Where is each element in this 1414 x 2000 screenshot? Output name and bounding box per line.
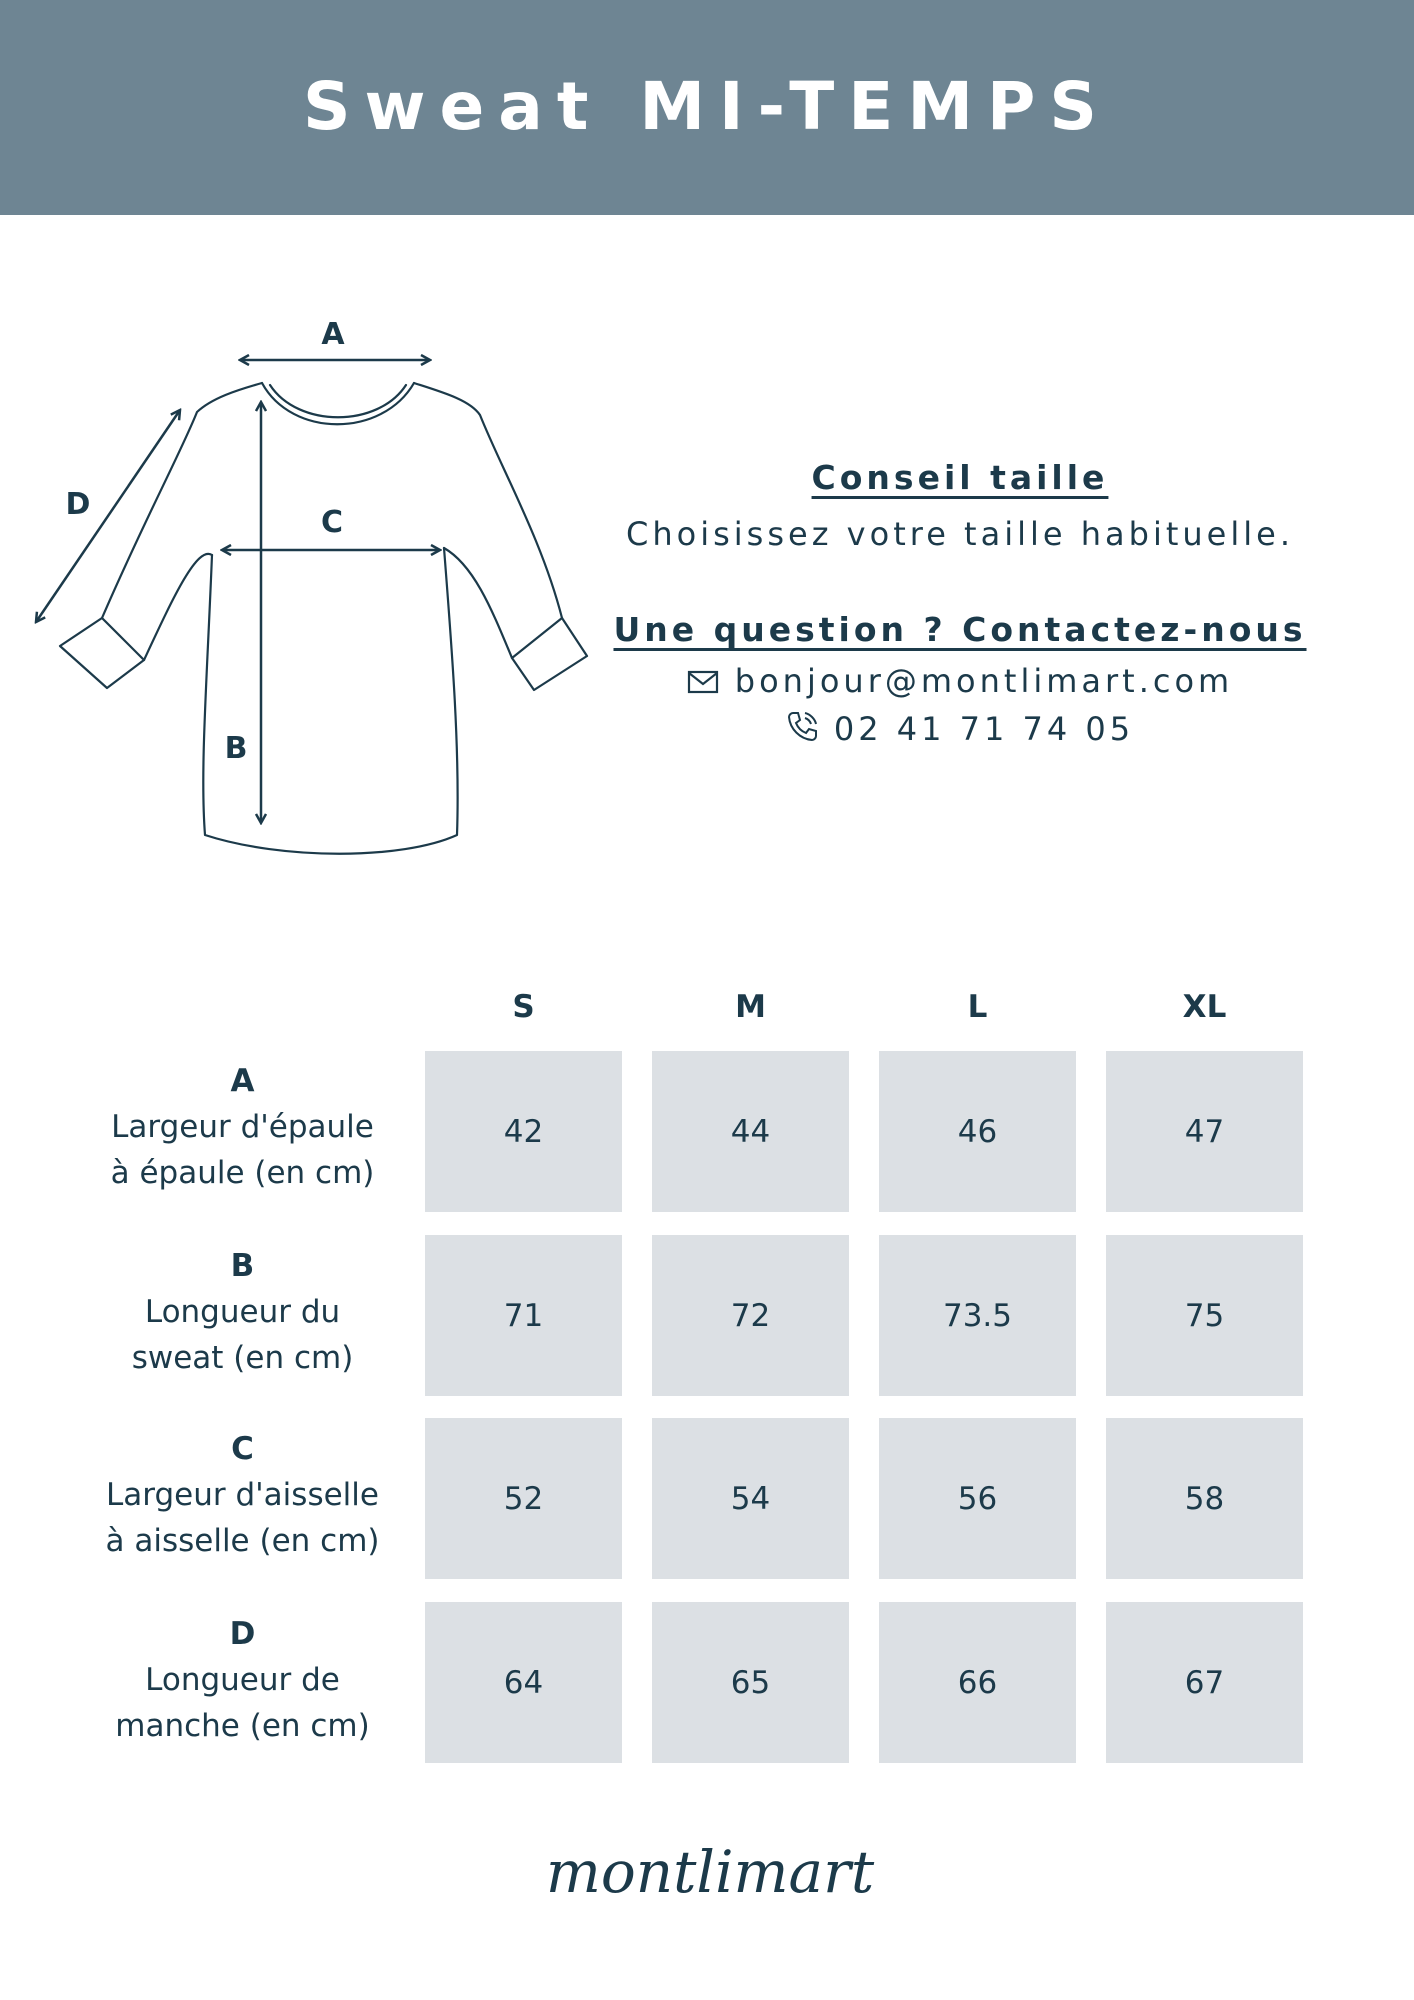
- contact-title: Une question ? Contactez-nous: [613, 610, 1307, 649]
- row-desc: Longueur de: [145, 1662, 340, 1698]
- row-label-a: [75, 1058, 410, 1196]
- size-cell: 71: [425, 1235, 622, 1396]
- size-header-xl: XL: [1182, 989, 1227, 1025]
- diagram-label-c: C: [320, 505, 344, 540]
- row-letter: B: [230, 1248, 255, 1284]
- size-header-m: M: [735, 989, 766, 1025]
- size-cell: 56: [879, 1418, 1076, 1579]
- size-cell: 64: [425, 1602, 622, 1763]
- row-letter: C: [231, 1431, 254, 1467]
- size-cell: 44: [652, 1051, 849, 1212]
- advice-title: Conseil taille: [811, 458, 1109, 497]
- row-desc: Largeur d'aisselle: [106, 1477, 379, 1513]
- diagram-label-d: D: [65, 487, 91, 522]
- contact-email[interactable]: bonjour@montlimart.com: [734, 662, 1234, 700]
- row-label-c: [75, 1426, 410, 1564]
- size-cell: 66: [879, 1602, 1076, 1763]
- size-cell: 75: [1106, 1235, 1303, 1396]
- brand-logo: [520, 1830, 900, 1920]
- size-header-l: L: [967, 989, 988, 1025]
- diagram-label-b: B: [224, 731, 248, 766]
- advice-text: Choisissez votre taille habituelle.: [626, 515, 1294, 553]
- size-cell: 58: [1106, 1418, 1303, 1579]
- title-banner: [0, 0, 1414, 215]
- size-cell: 54: [652, 1418, 849, 1579]
- arrow-d: [36, 410, 180, 622]
- size-cell: 52: [425, 1418, 622, 1579]
- size-cell: 72: [652, 1235, 849, 1396]
- row-label-d: [75, 1611, 410, 1749]
- sweater-outline: [60, 383, 587, 854]
- row-letter: D: [229, 1616, 256, 1652]
- row-label-b: [75, 1243, 410, 1381]
- size-cell: 73.5: [879, 1235, 1076, 1396]
- sweater-diagram: [22, 300, 602, 860]
- row-desc: Largeur d'épaule: [111, 1109, 374, 1145]
- size-cell: 47: [1106, 1051, 1303, 1212]
- email-line[interactable]: [600, 658, 1320, 706]
- size-advice: [600, 450, 1320, 754]
- page-title: Sweat MI-TEMPS: [303, 68, 1111, 145]
- size-cell: 46: [879, 1051, 1076, 1212]
- phone-icon: [786, 708, 818, 754]
- row-desc: sweat (en cm): [131, 1340, 354, 1376]
- size-cell: 65: [652, 1602, 849, 1763]
- row-letter: A: [230, 1063, 255, 1099]
- phone-line[interactable]: [600, 706, 1320, 754]
- contact-phone[interactable]: 02 41 71 74 05: [833, 710, 1135, 748]
- row-desc: manche (en cm): [115, 1708, 370, 1744]
- row-desc: à aisselle (en cm): [105, 1523, 380, 1559]
- envelope-icon: [687, 660, 719, 706]
- size-header-s: S: [512, 989, 535, 1025]
- row-desc: Longueur du: [144, 1294, 341, 1330]
- size-cell: 42: [425, 1051, 622, 1212]
- size-cell: 67: [1106, 1602, 1303, 1763]
- diagram-label-a: A: [321, 317, 345, 352]
- brand-wordmark: montlimart: [545, 1838, 875, 1906]
- row-desc: à épaule (en cm): [110, 1155, 375, 1191]
